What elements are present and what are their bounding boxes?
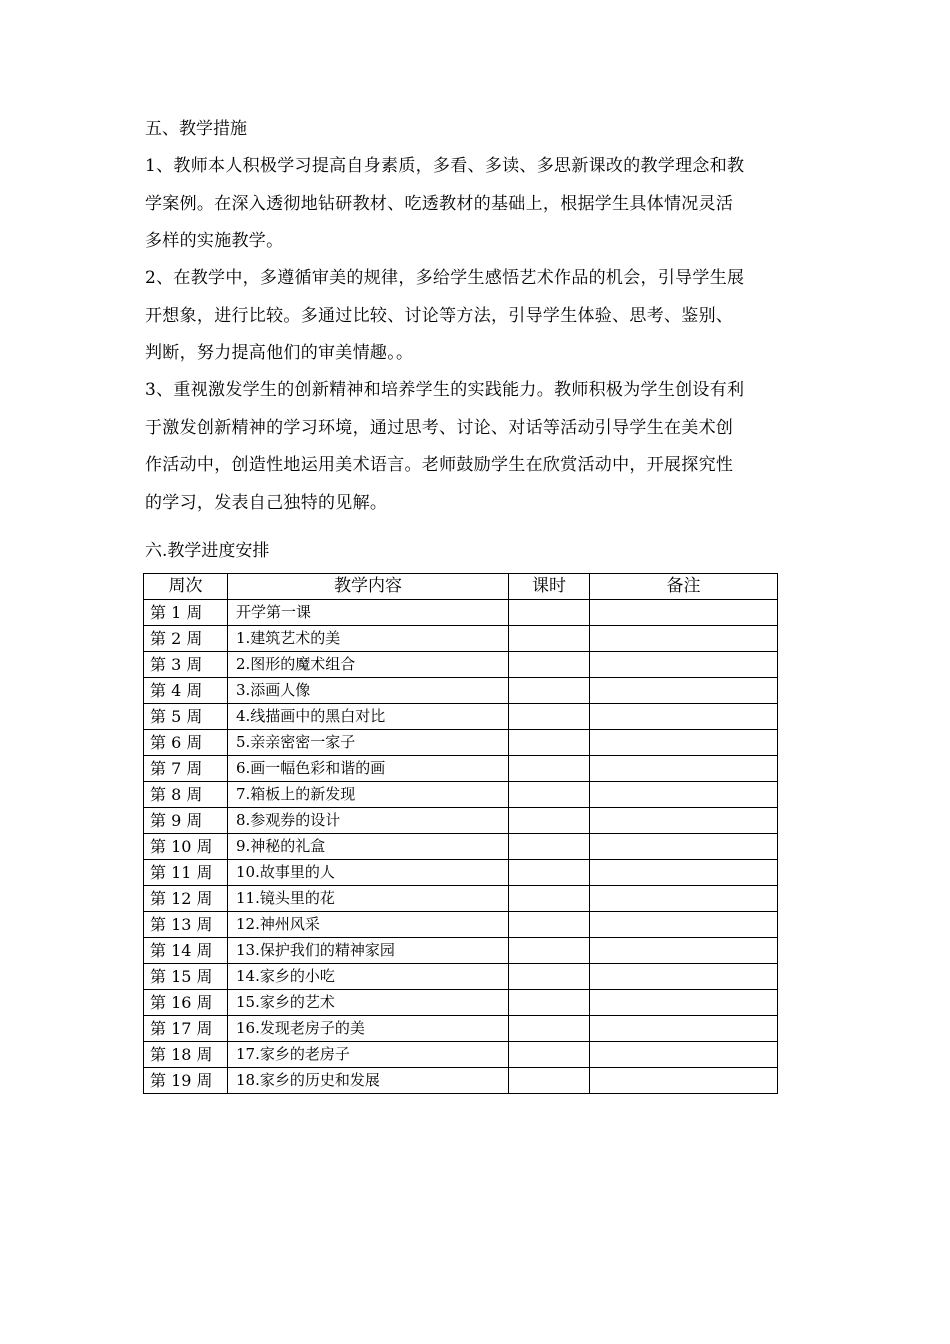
hours-cell [509,704,590,730]
table-row [144,626,778,652]
week-cell: 第 13 周 [144,912,228,938]
week-cell: 第 2 周 [144,626,228,652]
table-row [144,600,778,626]
content-cell: 3.添画人像 [228,678,509,704]
content-cell: 1.建筑艺术的美 [228,626,509,652]
content-cell: 15.家乡的艺术 [228,990,509,1016]
hours-cell [509,860,590,886]
week-cell: 第 7 周 [144,756,228,782]
note-cell [590,964,778,990]
paragraph-line: 1、教师本人积极学习提高自身素质，多看、多读、多思新课改的教学理念和教 [145,156,745,176]
note-cell [590,912,778,938]
week-cell: 第 4 周 [144,678,228,704]
header-hours: 课时 [509,574,590,600]
note-cell [590,808,778,834]
content-cell: 5.亲亲密密一家子 [228,730,509,756]
note-cell [590,938,778,964]
table-row [144,938,778,964]
hours-cell [509,964,590,990]
hours-cell [509,808,590,834]
note-cell [590,1042,778,1068]
table-row [144,1016,778,1042]
note-cell [590,834,778,860]
hours-cell [509,730,590,756]
week-cell: 第 5 周 [144,704,228,730]
hours-cell [509,938,590,964]
week-cell: 第 17 周 [144,1016,228,1042]
week-cell: 第 14 周 [144,938,228,964]
note-cell [590,1016,778,1042]
table-row [144,678,778,704]
content-cell: 7.箱板上的新发现 [228,782,509,808]
week-cell: 第 11 周 [144,860,228,886]
schedule-table [143,573,778,1094]
hours-cell [509,886,590,912]
content-cell: 10.故事里的人 [228,860,509,886]
table-row [144,1042,778,1068]
content-cell: 18.家乡的历史和发展 [228,1068,509,1094]
hours-cell [509,600,590,626]
note-cell [590,990,778,1016]
table-row [144,704,778,730]
hours-cell [509,678,590,704]
table-row [144,808,778,834]
note-cell [590,652,778,678]
week-cell: 第 19 周 [144,1068,228,1094]
table-header-row [144,574,778,600]
section-6-title: 六.教学进度安排 [145,541,270,561]
hours-cell [509,990,590,1016]
table-row [144,912,778,938]
paragraph-line: 判断，努力提高他们的审美情趣。。 [145,343,414,363]
week-cell: 第 6 周 [144,730,228,756]
content-cell: 11.镜头里的花 [228,886,509,912]
content-cell: 2.图形的魔术组合 [228,652,509,678]
week-cell: 第 18 周 [144,1042,228,1068]
table-row [144,1068,778,1094]
header-note: 备注 [590,574,778,600]
table-row [144,964,778,990]
paragraph-line: 作活动中，创造性地运用美术语言。老师鼓励学生在欣赏活动中，开展探究性 [145,455,734,475]
content-cell: 12.神州风采 [228,912,509,938]
note-cell [590,704,778,730]
content-cell: 开学第一课 [228,600,509,626]
week-cell: 第 15 周 [144,964,228,990]
table-row [144,652,778,678]
content-cell: 17.家乡的老房子 [228,1042,509,1068]
content-cell: 13.保护我们的精神家园 [228,938,509,964]
measure-paragraph-2 [145,260,810,373]
table-row [144,730,778,756]
hours-cell [509,1042,590,1068]
note-cell [590,782,778,808]
paragraph-line: 3、重视激发学生的创新精神和培养学生的实践能力。教师积极为学生创设有利 [145,380,745,400]
content-cell: 4.线描画中的黑白对比 [228,704,509,730]
note-cell [590,626,778,652]
paragraph-line: 多样的实施教学。 [145,231,284,251]
hours-cell [509,626,590,652]
measure-paragraph-1 [145,148,810,261]
content-cell: 14.家乡的小吃 [228,964,509,990]
table-body [144,600,778,1094]
week-cell: 第 9 周 [144,808,228,834]
header-week: 周次 [144,574,228,600]
note-cell [590,756,778,782]
hours-cell [509,1068,590,1094]
note-cell [590,886,778,912]
table-row [144,756,778,782]
table-row [144,886,778,912]
paragraph-line: 2、在教学中，多遵循审美的规律，多给学生感悟艺术作品的机会，引导学生展 [145,268,745,288]
table-row [144,834,778,860]
section-5-title: 五、教学措施 [145,119,247,139]
hours-cell [509,756,590,782]
hours-cell [509,1016,590,1042]
hours-cell [509,782,590,808]
table-row [144,782,778,808]
content-cell: 8.参观券的设计 [228,808,509,834]
hours-cell [509,652,590,678]
week-cell: 第 10 周 [144,834,228,860]
measure-paragraph-3 [145,372,810,522]
note-cell [590,730,778,756]
note-cell [590,860,778,886]
week-cell: 第 3 周 [144,652,228,678]
header-content: 教学内容 [228,574,509,600]
week-cell: 第 16 周 [144,990,228,1016]
week-cell: 第 8 周 [144,782,228,808]
paragraph-line: 于激发创新精神的学习环境，通过思考、讨论、对话等活动引导学生在美术创 [145,417,734,438]
paragraph-line: 的学习，发表自己独特的见解。 [145,492,388,513]
week-cell: 第 12 周 [144,886,228,912]
content-cell: 16.发现老房子的美 [228,1016,509,1042]
content-cell: 6.画一幅色彩和谐的画 [228,756,509,782]
content-cell: 9.神秘的礼盒 [228,834,509,860]
note-cell [590,1068,778,1094]
note-cell [590,678,778,704]
paragraph-line: 开想象，进行比较。多通过比较、讨论等方法，引导学生体验、思考、鉴别、 [145,305,734,326]
table-row [144,860,778,886]
note-cell [590,600,778,626]
table-row [144,990,778,1016]
hours-cell [509,834,590,860]
week-cell: 第 1 周 [144,600,228,626]
paragraph-line: 学案例。在深入透彻地钻研教材、吃透教材的基础上，根据学生具体情况灵活 [145,193,734,214]
hours-cell [509,912,590,938]
